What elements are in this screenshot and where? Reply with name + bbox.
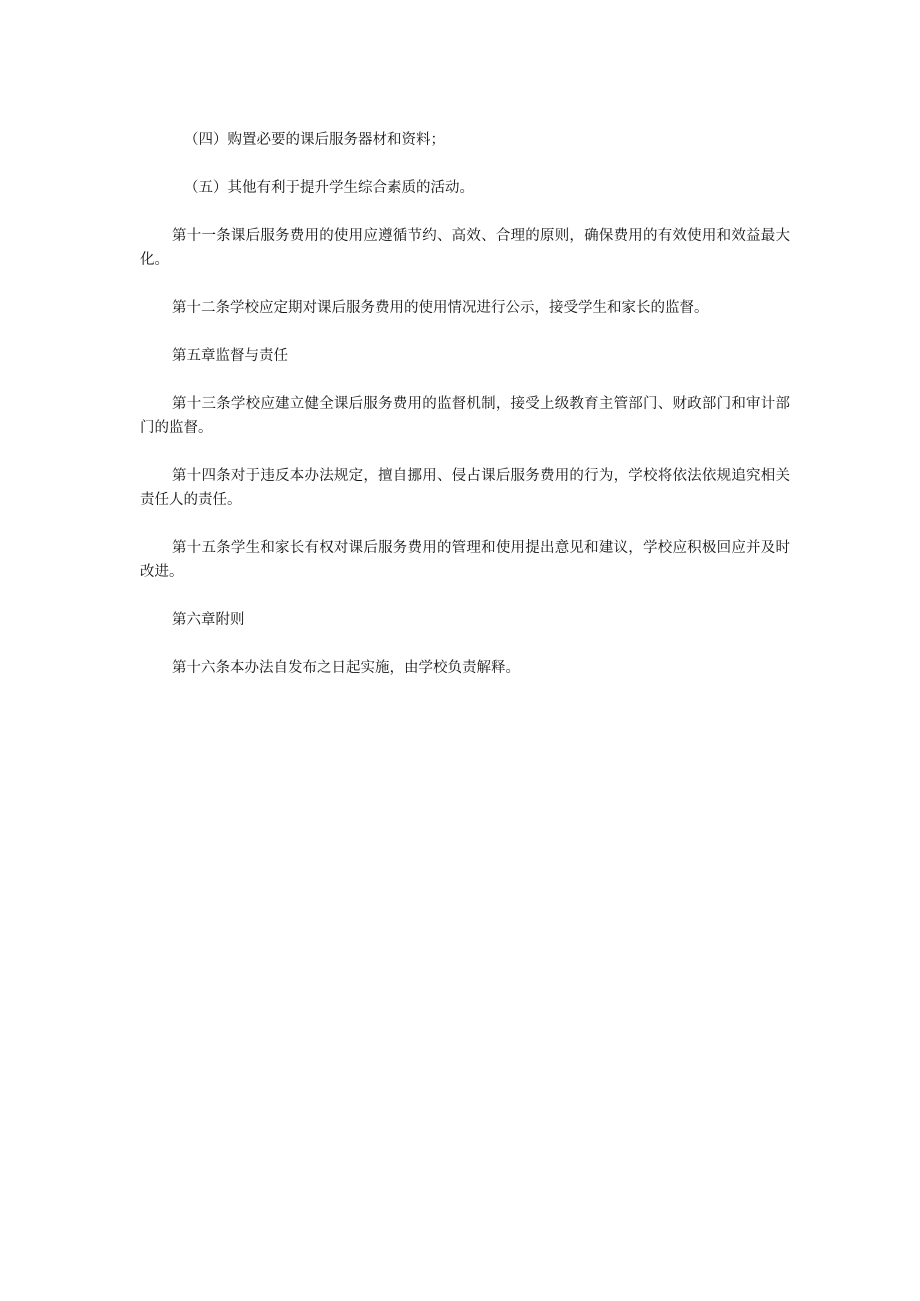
article-fifteen: 第十五条学生和家长有权对课后服务费用的管理和使用提出意见和建议，学校应积极回应并及时改进。 bbox=[140, 540, 790, 580]
article-twelve: 第十二条学校应定期对课后服务费用的使用情况进行公示，接受学生和家长的监督。 bbox=[172, 300, 709, 316]
list-item-five: （五）其他有利于提升学生综合素质的活动。 bbox=[184, 180, 474, 196]
document-body bbox=[140, 128, 790, 704]
chapter-five-heading: 第五章监督与责任 bbox=[172, 348, 288, 364]
article-sixteen: 第十六条本办法自发布之日起实施，由学校负责解释。 bbox=[172, 660, 520, 676]
article-fourteen: 第十四条对于违反本办法规定，擅自挪用、侵占课后服务费用的行为，学校将依法依规追究相关责任人的责任。 bbox=[140, 468, 790, 508]
article-eleven: 第十一条课后服务费用的使用应遵循节约、高效、合理的原则，确保费用的有效使用和效益最大化。 bbox=[140, 228, 790, 268]
list-item-four: （四）购置必要的课后服务器材和资料； bbox=[184, 132, 445, 148]
chapter-six-heading: 第六章附则 bbox=[172, 612, 245, 628]
article-thirteen: 第十三条学校应建立健全课后服务费用的监督机制，接受上级教育主管部门、财政部门和审计部门的监督。 bbox=[140, 396, 790, 436]
